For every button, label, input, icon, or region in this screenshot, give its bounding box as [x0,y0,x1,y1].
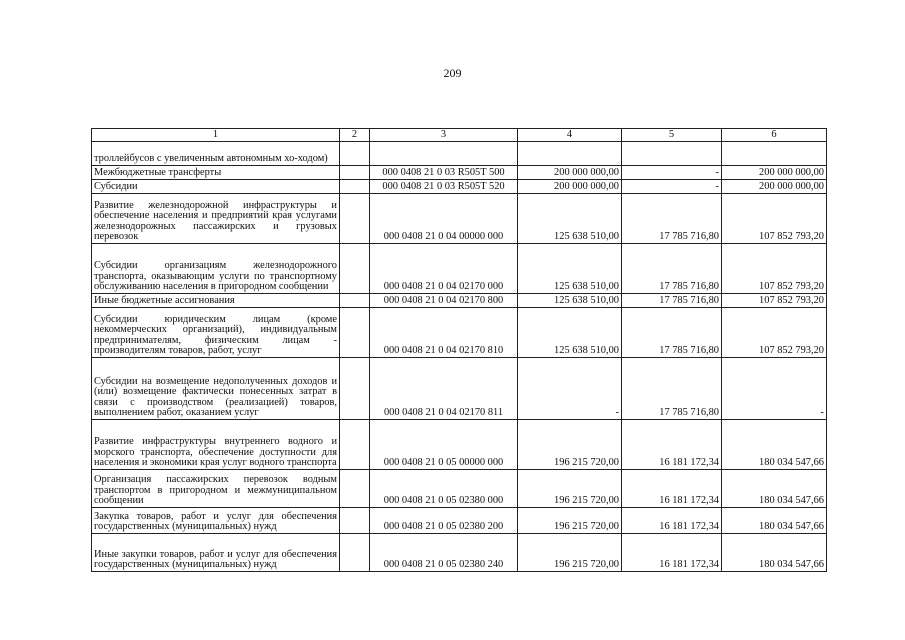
row-amount-col-4: 125 638 510,00 [518,244,622,294]
row-amount-col-5: 16 181 172,34 [622,534,722,572]
row-name: Субсидии организациям железнодорожного транспорта, оказывающим услуги по транспортному обслуживанию населения в пригородном сообщении [92,244,340,294]
row-amount-col-6: 200 000 000,00 [722,166,827,180]
row-amount-col-6: 107 852 793,20 [722,194,827,244]
row-amount-col-5: - [622,166,722,180]
row-code: 000 0408 21 0 04 02170 811 [370,358,518,420]
row-col-2 [340,358,370,420]
row-code: 000 0408 21 0 04 02170 810 [370,308,518,358]
row-amount-col-6: 180 034 547,66 [722,420,827,470]
row-amount-col-5: 17 785 716,80 [622,308,722,358]
row-code [370,142,518,166]
row-amount-col-5: 17 785 716,80 [622,194,722,244]
table-row [92,508,827,534]
row-col-2 [340,180,370,194]
row-amount-col-5: 17 785 716,80 [622,244,722,294]
column-header-6: 6 [722,129,827,142]
page-number: 209 [443,66,462,80]
row-amount-col-4 [518,142,622,166]
row-code: 000 0408 21 0 04 00000 000 [370,194,518,244]
budget-table [91,128,827,572]
row-col-2 [340,194,370,244]
row-code: 000 0408 21 0 05 02380 240 [370,534,518,572]
table-row [92,470,827,508]
row-col-2 [340,534,370,572]
column-header-4: 4 [518,129,622,142]
column-header-3: 3 [370,129,518,142]
table-row [92,420,827,470]
table-row [92,534,827,572]
row-col-2 [340,142,370,166]
row-col-2 [340,166,370,180]
row-code: 000 0408 21 0 03 R505T 520 [370,180,518,194]
row-name: Иные бюджетные ассигнования [92,294,340,308]
row-col-2 [340,470,370,508]
row-name: Закупка товаров, работ и услуг для обеспечения государственных (муниципальных) нужд [92,508,340,534]
row-amount-col-5 [622,142,722,166]
row-amount-col-4: 200 000 000,00 [518,166,622,180]
row-amount-col-5: 17 785 716,80 [622,358,722,420]
row-code: 000 0408 21 0 03 R505T 500 [370,166,518,180]
row-amount-col-5: 16 181 172,34 [622,420,722,470]
row-amount-col-4: 125 638 510,00 [518,308,622,358]
column-header-2: 2 [340,129,370,142]
row-name: троллейбусов с увеличенным автономным хо-ходом) [92,142,340,166]
row-amount-col-5: - [622,180,722,194]
row-amount-col-6: 107 852 793,20 [722,308,827,358]
row-amount-col-6: 107 852 793,20 [722,294,827,308]
row-name: Развитие инфраструктуры внутреннего водного и морского транспорта, обеспечение доступности для населения и экономики края услуг водного транспорта [92,420,340,470]
table-row [92,180,827,194]
row-amount-col-4: 125 638 510,00 [518,194,622,244]
row-amount-col-5: 16 181 172,34 [622,508,722,534]
row-name: Субсидии [92,180,340,194]
row-amount-col-6: 180 034 547,66 [722,470,827,508]
row-name: Межбюджетные трансферты [92,166,340,180]
row-amount-col-4: 196 215 720,00 [518,470,622,508]
row-amount-col-4: 196 215 720,00 [518,420,622,470]
row-amount-col-6: 180 034 547,66 [722,534,827,572]
row-amount-col-4: 196 215 720,00 [518,534,622,572]
row-col-2 [340,508,370,534]
row-amount-col-5: 17 785 716,80 [622,294,722,308]
table-row [92,166,827,180]
row-amount-col-5: 16 181 172,34 [622,470,722,508]
table-row [92,294,827,308]
row-amount-col-6 [722,142,827,166]
row-code: 000 0408 21 0 04 02170 800 [370,294,518,308]
row-name: Развитие железнодорожной инфраструктуры и обеспечение населения и предприятий края услугами железнодорожных пассажирских и грузовых перевозок [92,194,340,244]
row-col-2 [340,420,370,470]
column-header-1: 1 [92,129,340,142]
column-header-5: 5 [622,129,722,142]
row-name: Субсидии на возмещение недополученных доходов и (или) возмещение фактически понесенных затрат в связи с производством (реализацией) товаров, выполнением работ, оказанием услуг [92,358,340,420]
row-code: 000 0408 21 0 05 02380 200 [370,508,518,534]
row-code: 000 0408 21 0 04 02170 000 [370,244,518,294]
row-amount-col-6: 107 852 793,20 [722,244,827,294]
table-row [92,142,827,166]
row-name: Иные закупки товаров, работ и услуг для обеспечения государственных (муниципальных) нужд [92,534,340,572]
table-row [92,308,827,358]
row-name: Организация пассажирских перевозок водным транспортом в пригородном и межмуниципальном сообщении [92,470,340,508]
table-body [92,142,827,572]
table-row [92,194,827,244]
table-header-row [92,129,827,142]
table-row [92,358,827,420]
row-amount-col-6: 180 034 547,66 [722,508,827,534]
row-amount-col-4: 200 000 000,00 [518,180,622,194]
row-name: Субсидии юридическим лицам (кроме некоммерческих организаций), индивидуальным предпринимателям, физическим лицам - производителям товаров, работ, услуг [92,308,340,358]
row-col-2 [340,308,370,358]
table-row [92,244,827,294]
row-amount-col-4: 196 215 720,00 [518,508,622,534]
row-code: 000 0408 21 0 05 00000 000 [370,420,518,470]
row-amount-col-6: 200 000 000,00 [722,180,827,194]
row-col-2 [340,244,370,294]
row-amount-col-6: - [722,358,827,420]
row-col-2 [340,294,370,308]
row-amount-col-4: 125 638 510,00 [518,294,622,308]
row-code: 000 0408 21 0 05 02380 000 [370,470,518,508]
row-amount-col-4: - [518,358,622,420]
